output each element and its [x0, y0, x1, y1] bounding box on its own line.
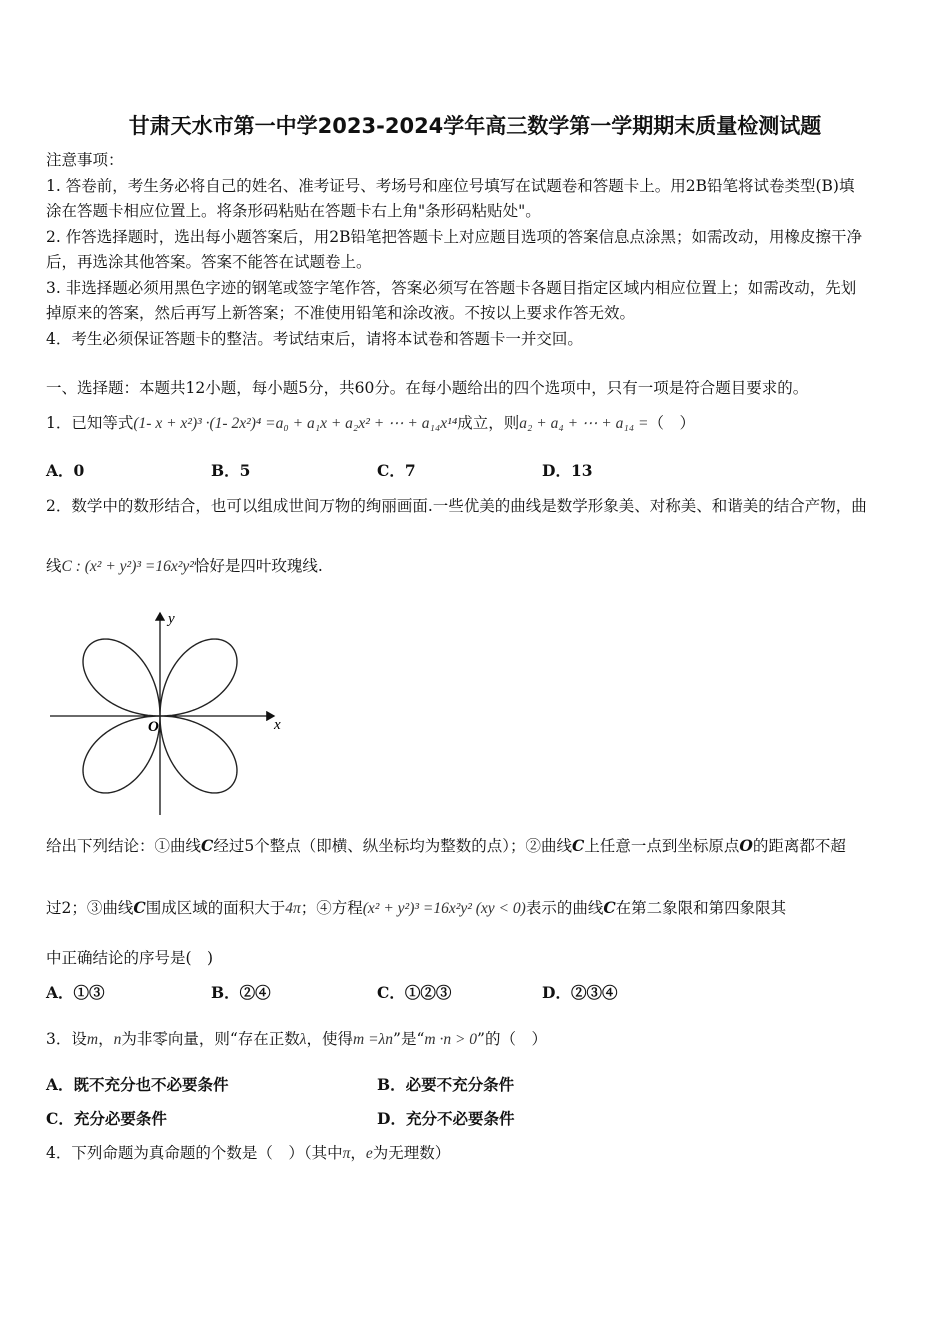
- text: 经过5个整点（即横、纵坐标均为整数的点）；②曲线: [213, 837, 572, 855]
- q2-conclusions-3: 中正确结论的序号是( ): [46, 949, 214, 967]
- q3-option-a[interactable]: A．既不充分也不必要条件: [46, 1075, 229, 1094]
- q2-option-d[interactable]: D．②③④: [542, 983, 618, 1002]
- notice-line: 后，再选涂其他答案。答案不能答在试题卷上。: [46, 253, 372, 271]
- text: 4．下列命题为真命题的个数是（ ）（其中: [46, 1144, 343, 1162]
- vector-m: m: [86, 1031, 99, 1048]
- x-axis-label: x: [274, 717, 281, 733]
- area-value: 4π: [285, 900, 301, 917]
- text: ，: [350, 1144, 366, 1162]
- text: ”的（ ）: [477, 1030, 547, 1048]
- q3-option-c[interactable]: C．充分必要条件: [46, 1109, 167, 1128]
- text: ，: [98, 1030, 114, 1048]
- notice-line: 1. 答卷前，考生务必将自己的姓名、准考证号、考场号和座位号填写在试题卷和答题卡上。用2B铅笔将试卷类型(B)填: [46, 177, 855, 195]
- notice-line: 3. 非选择题必须用黑色字迹的钢笔或签字笔作答，答案必须写在答题卡各题目指定区域内相应位置上；如需改动，先划: [46, 279, 857, 297]
- q1-formula: (1- x + x²)³ ·(1- 2x²)⁴ =a₀ + a₁x + a₂x² + ⋯ + a₁₄x¹⁴: [133, 415, 458, 432]
- equation-m-lambda-n: m =λn: [353, 1031, 394, 1048]
- curve-c: C: [133, 898, 146, 917]
- y-axis-label: y: [168, 611, 175, 627]
- text: 为无理数）: [372, 1144, 451, 1162]
- curve-c: C: [201, 836, 214, 855]
- notice-line: 4．考生必须保证答题卡的整洁。考试结束后，请将本试卷和答题卡一并交回。: [46, 330, 583, 348]
- question-3: [46, 1029, 906, 1050]
- q1-option-a[interactable]: A．0: [46, 461, 85, 480]
- notice-heading: 注意事项：: [46, 151, 124, 169]
- text: 3．设: [46, 1030, 87, 1048]
- page-title: 甘肃天水市第一中学2023-2024学年高三数学第一学期期末质量检测试题: [128, 114, 822, 138]
- text: 围成区域的面积大于: [145, 899, 286, 917]
- notice-line: 2. 作答选择题时，选出每小题答案后，用2B铅笔把答题卡上对应题目选项的答案信息点涂黑；如需改动，用橡皮擦干净: [46, 228, 862, 246]
- curve-c: C: [603, 898, 616, 917]
- origin-o: O: [739, 836, 753, 855]
- q2-line2-suffix: 恰好是四叶玫瑰线.: [193, 557, 323, 575]
- question-1: [46, 413, 906, 434]
- equation-dot-product: m ·n > 0: [424, 1031, 478, 1048]
- equation-4: (x² + y²)³ =16x²y² (xy < 0): [362, 900, 526, 917]
- origin-label: O: [148, 719, 159, 735]
- section-heading: 一、选择题：本题共12小题，每小题5分，共60分。在每小题给出的四个选项中，只有一项是符合题目要求的。: [46, 379, 809, 397]
- q2-conclusions-2: [46, 898, 906, 919]
- question-4: [46, 1143, 906, 1164]
- text: ；④方程: [300, 899, 363, 917]
- curve-c: C: [571, 836, 585, 855]
- e-symbol: e: [365, 1145, 373, 1162]
- text: 给出下列结论：①曲线: [46, 837, 202, 855]
- text: 过2；③曲线: [46, 899, 134, 917]
- q1-option-c[interactable]: C．7: [377, 461, 416, 480]
- q2-line1: 2．数学中的数形结合，也可以组成世间万物的绚丽画面.一些优美的曲线是数学形象美、对称美、和谐美的结合产物，曲: [46, 497, 867, 515]
- q1-formula2: a₂ + a₄ + ⋯ + a₁₄ =: [519, 415, 649, 432]
- q1-mid: 成立，则: [457, 414, 520, 432]
- text: 为非零向量，则“存在正数: [121, 1030, 300, 1048]
- rose-curve-figure: [48, 605, 288, 820]
- pi-symbol: π: [342, 1145, 351, 1162]
- text: 的距离都不超: [752, 837, 846, 855]
- text: 表示的曲线: [525, 899, 604, 917]
- q2-line2-prefix: 线: [46, 557, 62, 575]
- q2-conclusions-1: [46, 836, 906, 856]
- lambda: λ: [299, 1031, 307, 1048]
- text: ”是“: [393, 1030, 425, 1048]
- text: 上任意一点到坐标原点: [584, 837, 740, 855]
- text: 在第二象限和第四象限其: [615, 899, 787, 917]
- q1-option-d[interactable]: D．13: [542, 461, 593, 480]
- q1-prefix: 1．已知等式: [46, 414, 134, 432]
- vector-n: n: [113, 1031, 122, 1048]
- notice-line: 涂在答题卡相应位置上。将条形码粘贴在答题卡右上角"条形码粘贴处"。: [46, 202, 541, 220]
- notice-line: 掉原来的答案，然后再写上新答案；不准使用铅笔和涂改液。不按以上要求作答无效。: [46, 304, 636, 322]
- q1-suffix: （ ）: [648, 414, 696, 432]
- curve-equation: C : (x² + y²)³ =16x²y²: [61, 558, 194, 575]
- text: ，使得: [306, 1030, 354, 1048]
- q3-option-b[interactable]: B．必要不充分条件: [377, 1075, 515, 1094]
- q2-option-b[interactable]: B．②④: [211, 983, 271, 1002]
- q3-option-d[interactable]: D．充分不必要条件: [377, 1109, 515, 1128]
- q2-line2: [46, 556, 906, 577]
- q1-option-b[interactable]: B．5: [211, 461, 251, 480]
- q2-option-a[interactable]: A．①③: [46, 983, 105, 1002]
- q2-option-c[interactable]: C．①②③: [377, 983, 452, 1002]
